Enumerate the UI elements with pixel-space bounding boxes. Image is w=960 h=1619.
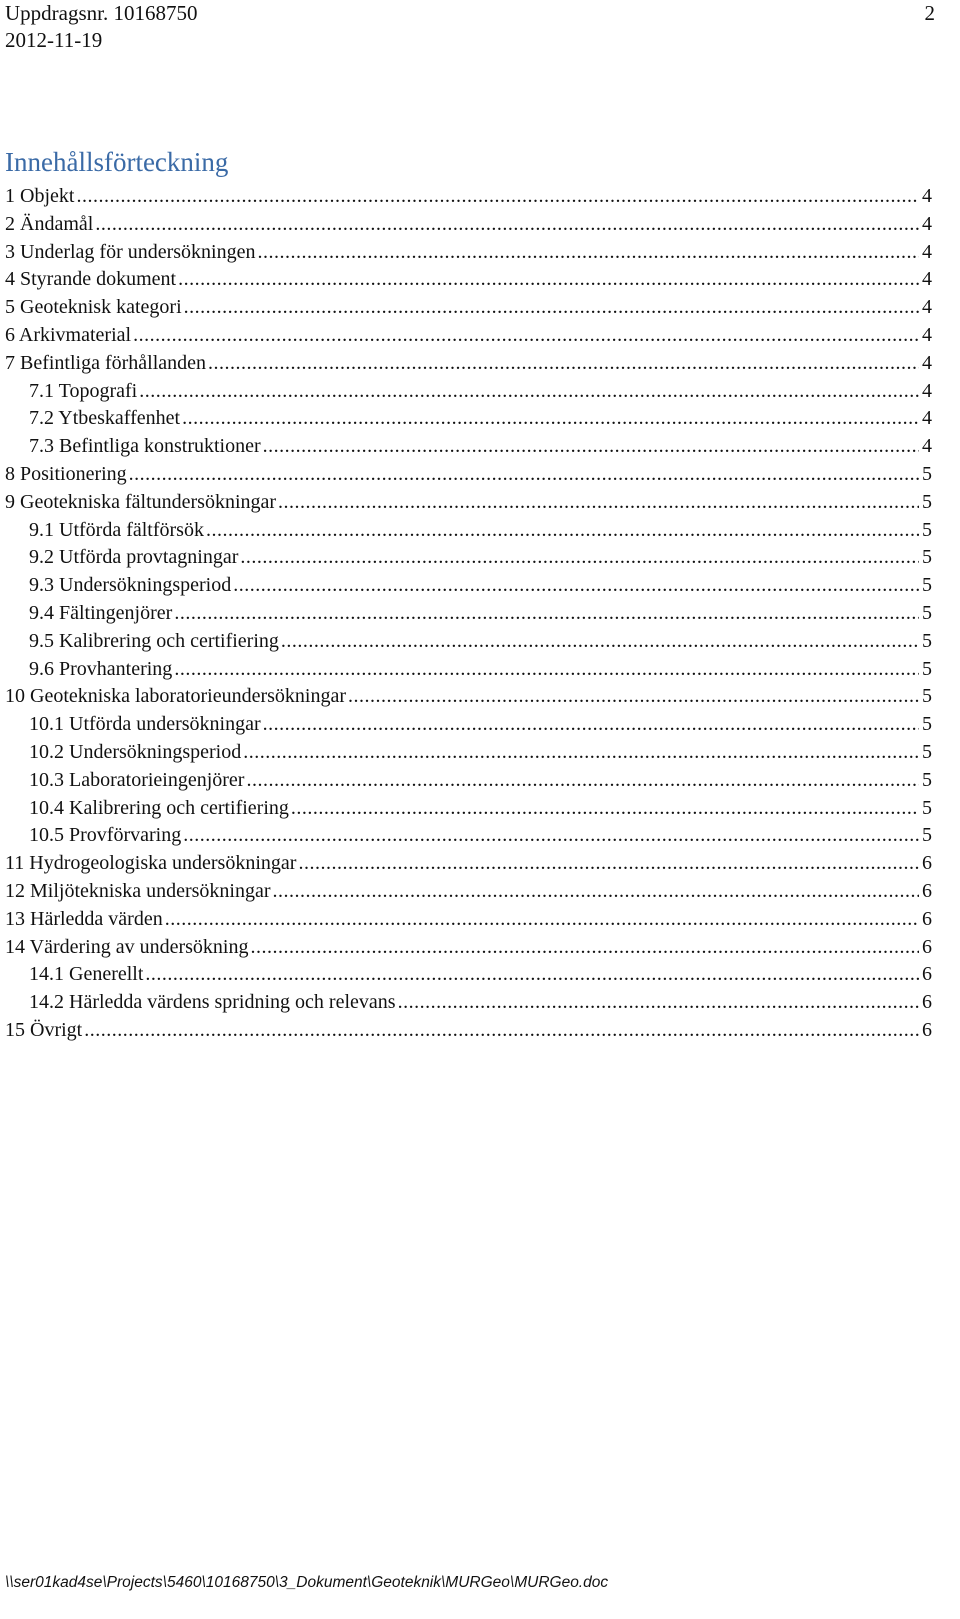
toc-dot-leader	[183, 822, 919, 850]
toc-entry-page: 6	[922, 935, 932, 958]
toc-entry[interactable]	[5, 795, 932, 823]
toc-entry-label: 9.4 Fältingenjörer	[29, 601, 173, 624]
toc-entry-page: 5	[922, 601, 932, 624]
toc-entry-page: 6	[922, 907, 932, 930]
toc-entry-page: 4	[922, 185, 932, 207]
toc-entry-page: 6	[922, 991, 932, 1014]
table-of-contents	[5, 183, 932, 1045]
toc-entry[interactable]	[5, 767, 932, 795]
toc-entry[interactable]	[5, 878, 932, 906]
toc-entry-label: 14 Värdering av undersökning	[5, 935, 249, 958]
toc-entry-label: 8 Positionering	[5, 462, 127, 485]
toc-dot-leader	[139, 378, 919, 406]
toc-dot-leader	[206, 517, 919, 545]
toc-entry-page: 5	[922, 657, 932, 680]
toc-entry[interactable]	[5, 544, 932, 572]
toc-entry-page: 5	[922, 768, 932, 791]
toc-entry[interactable]	[5, 822, 932, 850]
toc-entry-label: 7.3 Befintliga konstruktioner	[29, 435, 261, 458]
toc-entry-label: 9.5 Kalibrering och certifiering	[29, 629, 279, 652]
toc-dot-leader	[233, 572, 919, 600]
toc-entry-label: 10.5 Provförvaring	[29, 824, 182, 847]
toc-entry-label: 7 Befintliga förhållanden	[5, 351, 207, 374]
toc-entry-page: 5	[922, 740, 932, 763]
toc-entry-page: 4	[922, 379, 932, 402]
toc-entry-label: 15 Övrigt	[5, 1018, 83, 1041]
toc-dot-leader	[258, 239, 920, 267]
toc-entry-label: 14.2 Härledda värdens spridning och relevans	[29, 991, 396, 1014]
page-header	[5, 0, 935, 54]
toc-entry[interactable]	[5, 239, 932, 267]
toc-entry-page: 4	[922, 407, 932, 430]
toc-dot-leader	[95, 211, 919, 239]
toc-dot-leader	[243, 739, 919, 767]
toc-entry-page: 5	[922, 629, 932, 652]
toc-dot-leader	[263, 711, 919, 739]
toc-dot-leader	[165, 906, 919, 934]
toc-dot-leader	[174, 656, 919, 684]
toc-entry[interactable]	[5, 961, 932, 989]
toc-entry-page: 5	[922, 685, 932, 708]
toc-entry-page: 6	[922, 1018, 932, 1041]
document-date: 2012-11-19	[5, 28, 103, 52]
toc-entry[interactable]	[5, 350, 932, 378]
toc-entry-label: 9.2 Utförda provtagningar	[29, 546, 239, 569]
toc-dot-leader	[246, 767, 919, 795]
toc-entry-label: 2 Ändamål	[5, 212, 94, 235]
toc-entry-page: 6	[922, 963, 932, 986]
toc-entry[interactable]	[5, 183, 932, 211]
assignment-number: Uppdragsnr. 10168750	[5, 1, 198, 25]
toc-entry-page: 5	[922, 490, 932, 513]
toc-entry[interactable]	[5, 322, 932, 350]
toc-dot-leader	[250, 934, 919, 962]
toc-dot-leader	[184, 294, 919, 322]
toc-entry[interactable]	[5, 628, 932, 656]
toc-entry[interactable]	[5, 906, 932, 934]
toc-dot-leader	[145, 961, 919, 989]
toc-entry-label: 10.4 Kalibrering och certifiering	[29, 796, 289, 819]
toc-dot-leader	[174, 600, 919, 628]
toc-dot-leader	[348, 683, 919, 711]
toc-dot-leader	[278, 489, 919, 517]
toc-entry[interactable]	[5, 461, 932, 489]
toc-entry-label: 9.6 Provhantering	[29, 657, 173, 680]
toc-entry[interactable]	[5, 294, 932, 322]
toc-dot-leader	[178, 266, 919, 294]
toc-entry-label: 10.1 Utförda undersökningar	[29, 713, 261, 736]
toc-entry-page: 4	[922, 296, 932, 319]
toc-dot-leader	[298, 850, 919, 878]
toc-entry-page: 5	[922, 462, 932, 485]
toc-entry-page: 4	[922, 351, 932, 374]
toc-dot-leader	[273, 878, 919, 906]
toc-entry-label: 9.3 Undersökningsperiod	[29, 574, 232, 597]
toc-entry[interactable]	[5, 378, 932, 406]
toc-dot-leader	[291, 795, 919, 823]
toc-entry-page: 5	[922, 518, 932, 541]
toc-entry-page: 6	[922, 879, 932, 902]
toc-entry-label: 10.3 Laboratorieingenjörer	[29, 768, 245, 791]
toc-entry-label: 7.1 Topografi	[29, 379, 138, 402]
header-top-row	[5, 0, 935, 27]
toc-entry-label: 7.2 Ytbeskaffenhet	[29, 407, 181, 430]
toc-entry-label: 5 Geoteknisk kategori	[5, 296, 182, 319]
toc-entry[interactable]	[5, 739, 932, 767]
toc-entry-label: 11 Hydrogeologiska undersökningar	[5, 852, 297, 875]
toc-entry[interactable]	[5, 683, 932, 711]
toc-entry-page: 5	[922, 824, 932, 847]
toc-dot-leader	[84, 1017, 919, 1045]
toc-entry[interactable]	[5, 1017, 932, 1045]
toc-entry[interactable]	[5, 266, 932, 294]
toc-entry-label: 13 Härledda värden	[5, 907, 163, 930]
toc-dot-leader	[76, 183, 919, 211]
toc-dot-leader	[208, 350, 919, 378]
toc-entry[interactable]	[5, 989, 932, 1017]
toc-entry[interactable]	[5, 405, 932, 433]
toc-entry-label: 3 Underlag för undersökningen	[5, 240, 256, 263]
toc-dot-leader	[133, 322, 919, 350]
toc-dot-leader	[263, 433, 919, 461]
toc-entry-label: 4 Styrande dokument	[5, 268, 177, 291]
toc-entry[interactable]	[5, 850, 932, 878]
toc-entry-label: 6 Arkivmaterial	[5, 323, 132, 346]
toc-title: Innehållsförteckning	[5, 147, 229, 177]
page-number: 2	[924, 1, 935, 25]
toc-entry-page: 5	[922, 796, 932, 819]
toc-dot-leader	[398, 989, 919, 1017]
toc-entry-label: 10 Geotekniska laboratorieundersökningar	[5, 685, 347, 708]
toc-entry-label: 14.1 Generellt	[29, 963, 144, 986]
toc-entry[interactable]	[5, 572, 932, 600]
toc-entry[interactable]	[5, 517, 932, 545]
file-path-footer: \\ser01kad4se\Projects\5460\10168750\3_Dokument\Geoteknik\MURGeo\MURGeo.doc	[5, 1574, 609, 1591]
toc-entry-label: 9.1 Utförda fältförsök	[29, 518, 204, 541]
toc-dot-leader	[129, 461, 919, 489]
toc-dot-leader	[182, 405, 919, 433]
toc-entry-page: 4	[922, 435, 932, 458]
toc-entry-page: 6	[922, 852, 932, 875]
toc-entry-page: 5	[922, 574, 932, 597]
toc-entry-page: 4	[922, 212, 932, 235]
toc-entry[interactable]	[5, 934, 932, 962]
toc-entry[interactable]	[5, 600, 932, 628]
toc-entry-page: 4	[922, 240, 932, 263]
toc-entry-label: 12 Miljötekniska undersökningar	[5, 879, 271, 902]
toc-entry[interactable]	[5, 656, 932, 684]
toc-entry[interactable]	[5, 711, 932, 739]
toc-entry[interactable]	[5, 211, 932, 239]
toc-entry[interactable]	[5, 433, 932, 461]
toc-dot-leader	[281, 628, 919, 656]
toc-entry-page: 4	[922, 268, 932, 291]
toc-entry-page: 5	[922, 713, 932, 736]
toc-entry[interactable]	[5, 489, 932, 517]
toc-entry-page: 4	[922, 323, 932, 346]
toc-entry-label: 9 Geotekniska fältundersökningar	[5, 490, 277, 513]
toc-entry-page: 5	[922, 546, 932, 569]
toc-entry-label: 10.2 Undersökningsperiod	[29, 740, 242, 763]
toc-dot-leader	[240, 544, 919, 572]
toc-entry-label: 1 Objekt	[5, 185, 75, 207]
